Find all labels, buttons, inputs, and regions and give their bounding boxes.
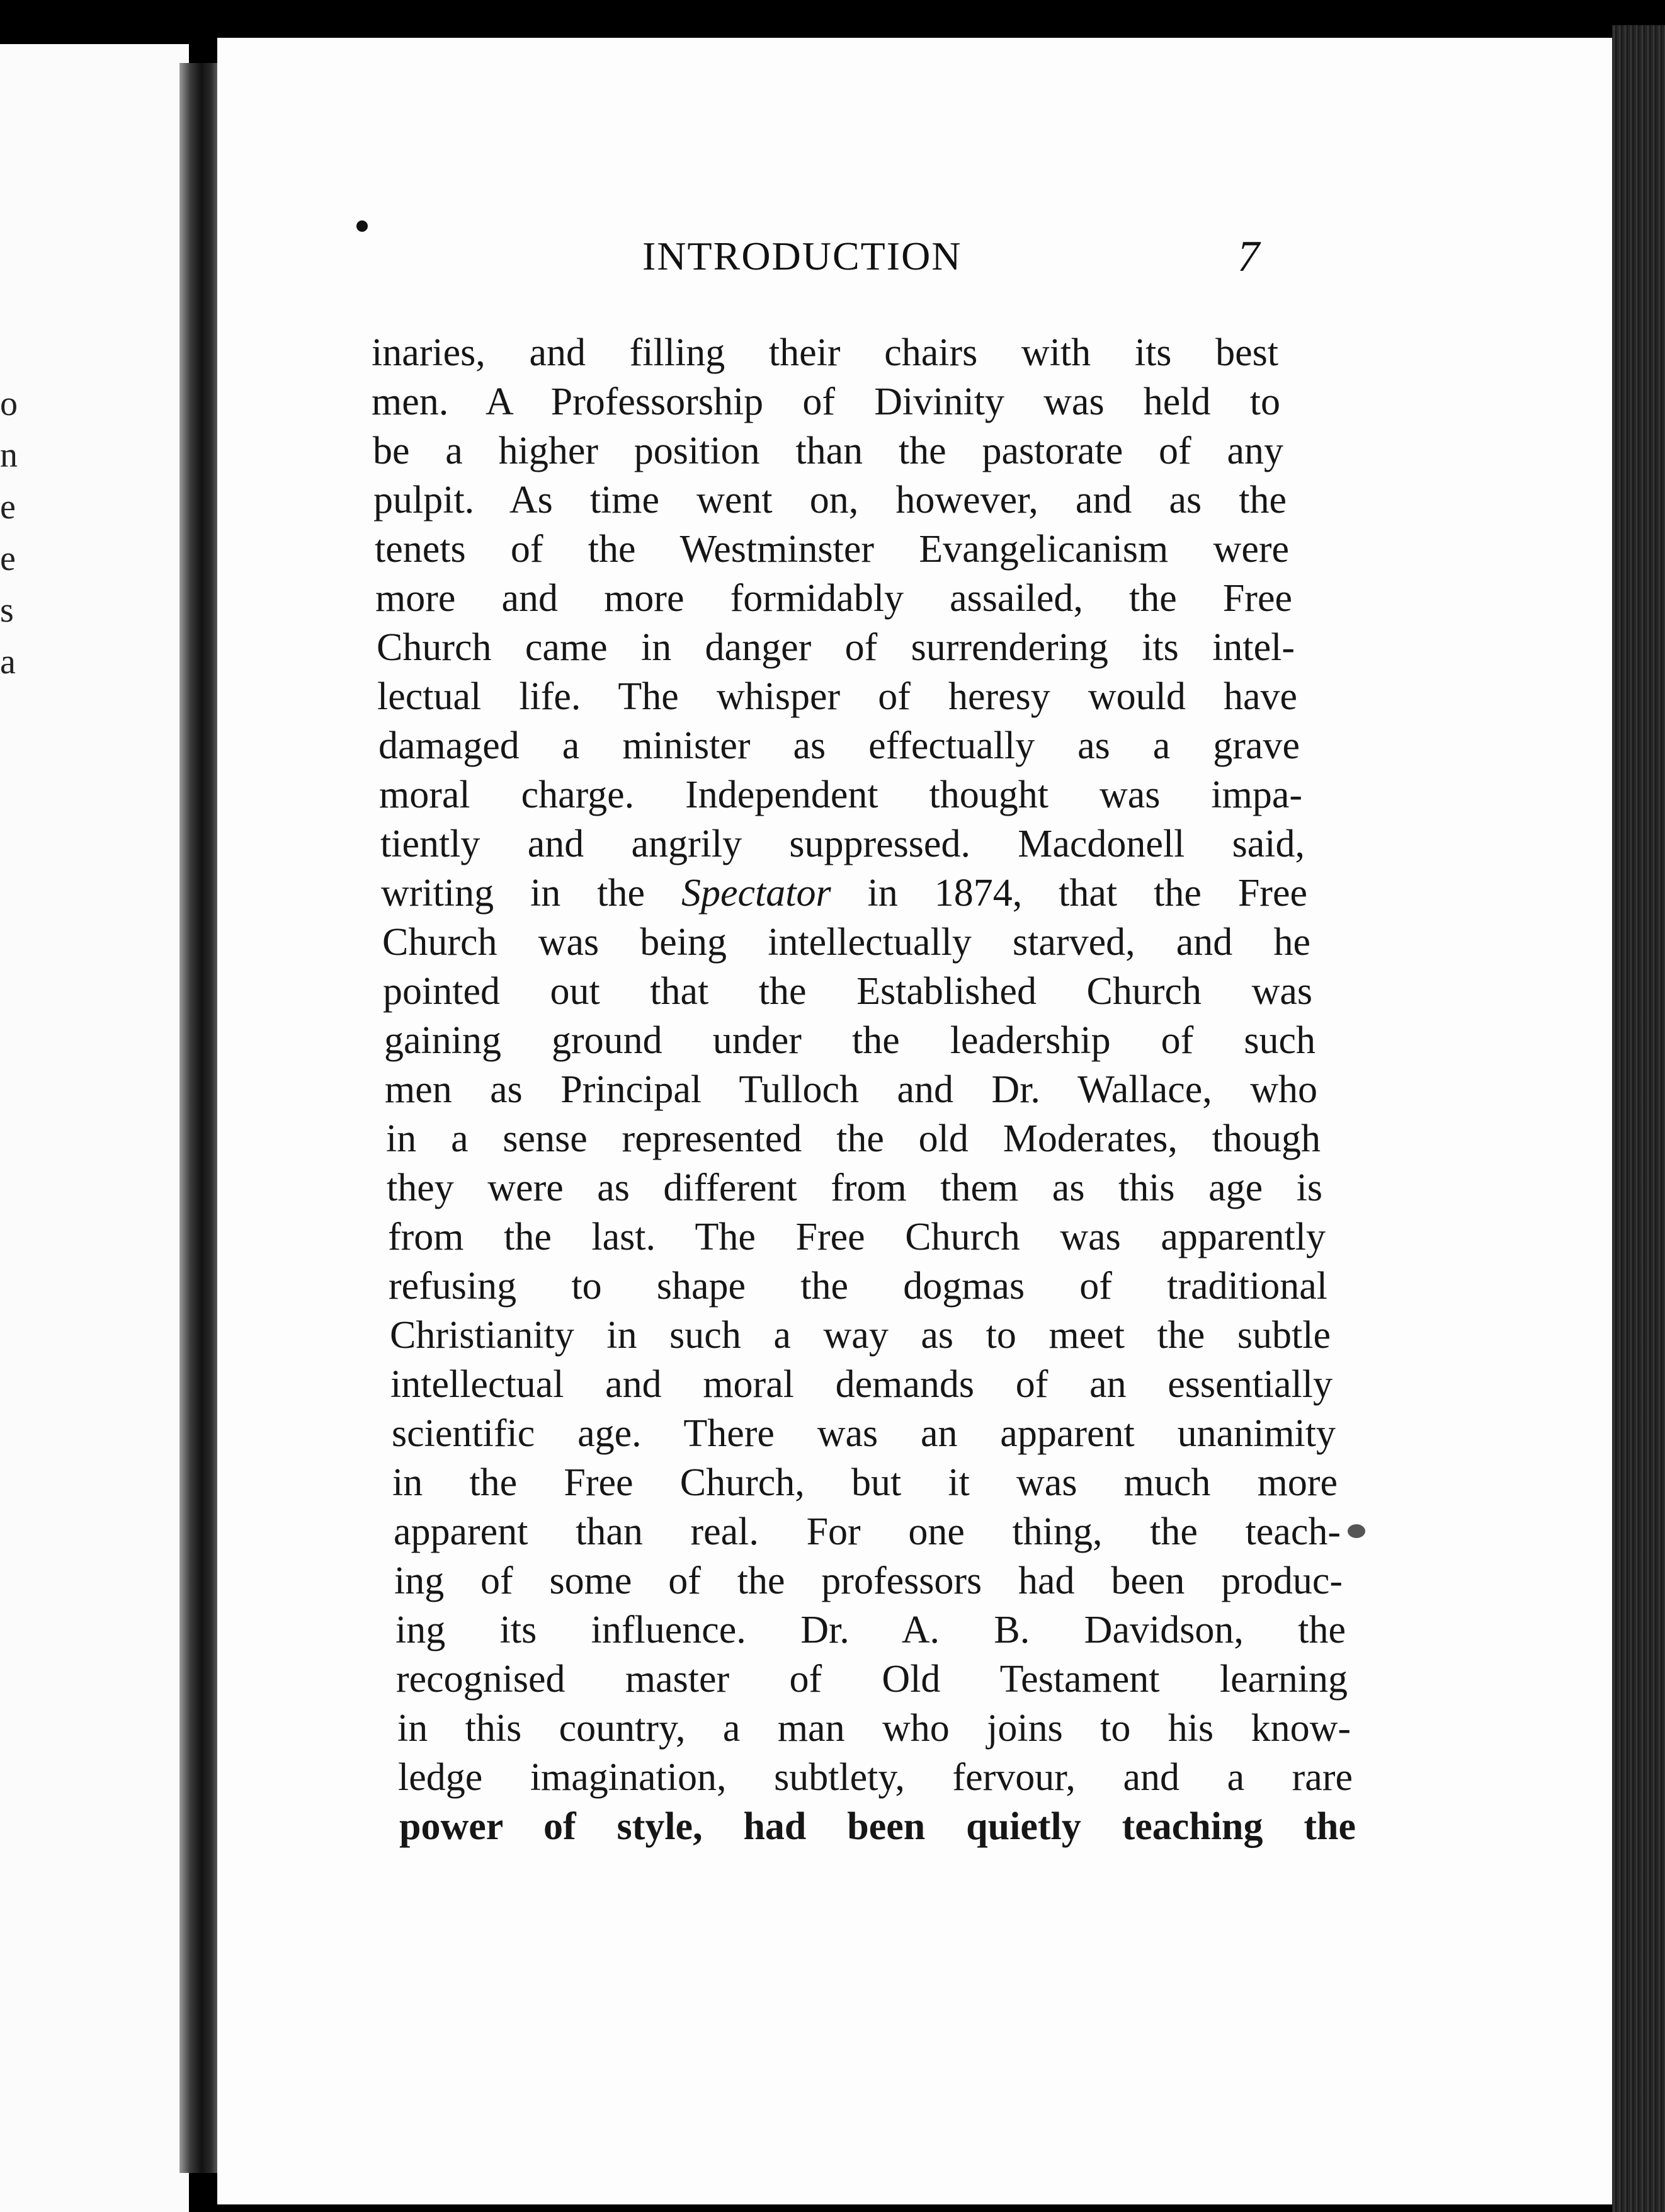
text-line: power of style, had been quietly teaching the <box>399 1805 1356 1848</box>
text-line: from the last. The Free Church was apparently <box>388 1216 1326 1258</box>
text-line: moral charge. Independent thought was impa- <box>379 773 1302 816</box>
margin-letter: s <box>0 591 14 630</box>
ink-dot <box>356 220 368 232</box>
text-line: damaged a minister as effectually as a grave <box>378 724 1300 767</box>
periodical-title: Spectator <box>681 872 831 915</box>
text-line: Church came in danger of surrendering its intel- <box>377 626 1295 669</box>
text-line: in this country, a man who joins to his know- <box>397 1707 1351 1750</box>
text-line: ing of some of the professors had been produc- <box>394 1559 1343 1602</box>
text-line: pulpit. As time went on, however, and as the <box>373 479 1287 522</box>
margin-letter: o <box>0 384 18 423</box>
left-page-margin-letters <box>0 378 25 688</box>
text-line: Christianity in such a way as to meet the subtle <box>390 1314 1331 1357</box>
page-edge-stack <box>1612 25 1665 2212</box>
running-head: INTRODUCTION <box>642 234 962 278</box>
text-line: refusing to shape the dogmas of traditional <box>389 1265 1327 1308</box>
text-line: inaries, and filling their chairs with its best <box>372 331 1278 374</box>
text-line: tenets of the Westminster Evangelicanism were <box>375 528 1289 571</box>
text-line: gaining ground under the leadership of such <box>384 1019 1316 1062</box>
margin-letter: a <box>0 642 16 681</box>
text-line: men as Principal Tulloch and Dr. Wallace, who <box>385 1068 1317 1111</box>
text-line: ledge imagination, subtlety, fervour, and a rare <box>398 1756 1353 1799</box>
text-line: recognised master of Old Testament learning <box>396 1658 1348 1701</box>
text-line: in a sense represented the old Moderates, though <box>386 1117 1321 1160</box>
text-line: Church was being intellectually starved, and he <box>382 921 1310 964</box>
text-line: intellectual and moral demands of an essentially <box>390 1363 1333 1406</box>
text-line: in the Free Church, but it was much more <box>392 1461 1338 1504</box>
text-line: pointed out that the Established Church was <box>383 970 1312 1013</box>
text-line: writing in the Spectator in 1874, that the Free <box>381 872 1307 915</box>
text-line: men. A Professorship of Divinity was held to <box>372 380 1280 423</box>
text-line: lectual life. The whisper of heresy would have <box>377 675 1297 718</box>
text-line: more and more formidably assailed, the Free <box>375 577 1292 620</box>
text-line: tiently and angrily suppressed. Macdonell said, <box>380 823 1305 865</box>
text-line: apparent than real. For one thing, the teach- <box>394 1510 1341 1553</box>
margin-letter: e <box>0 487 16 527</box>
text-line: they were as different from them as this age is <box>387 1166 1322 1209</box>
margin-letter: n <box>0 436 18 475</box>
text-line: ing its influence. Dr. A. B. Davidson, the <box>395 1609 1346 1651</box>
left-page <box>0 44 189 2212</box>
text-line: scientific age. There was an apparent unanimity <box>392 1412 1336 1455</box>
margin-letter: e <box>0 539 16 578</box>
ink-smudge <box>1348 1524 1365 1538</box>
page-number: 7 <box>1237 232 1259 281</box>
text-line: be a higher position than the pastorate of any <box>373 430 1283 472</box>
